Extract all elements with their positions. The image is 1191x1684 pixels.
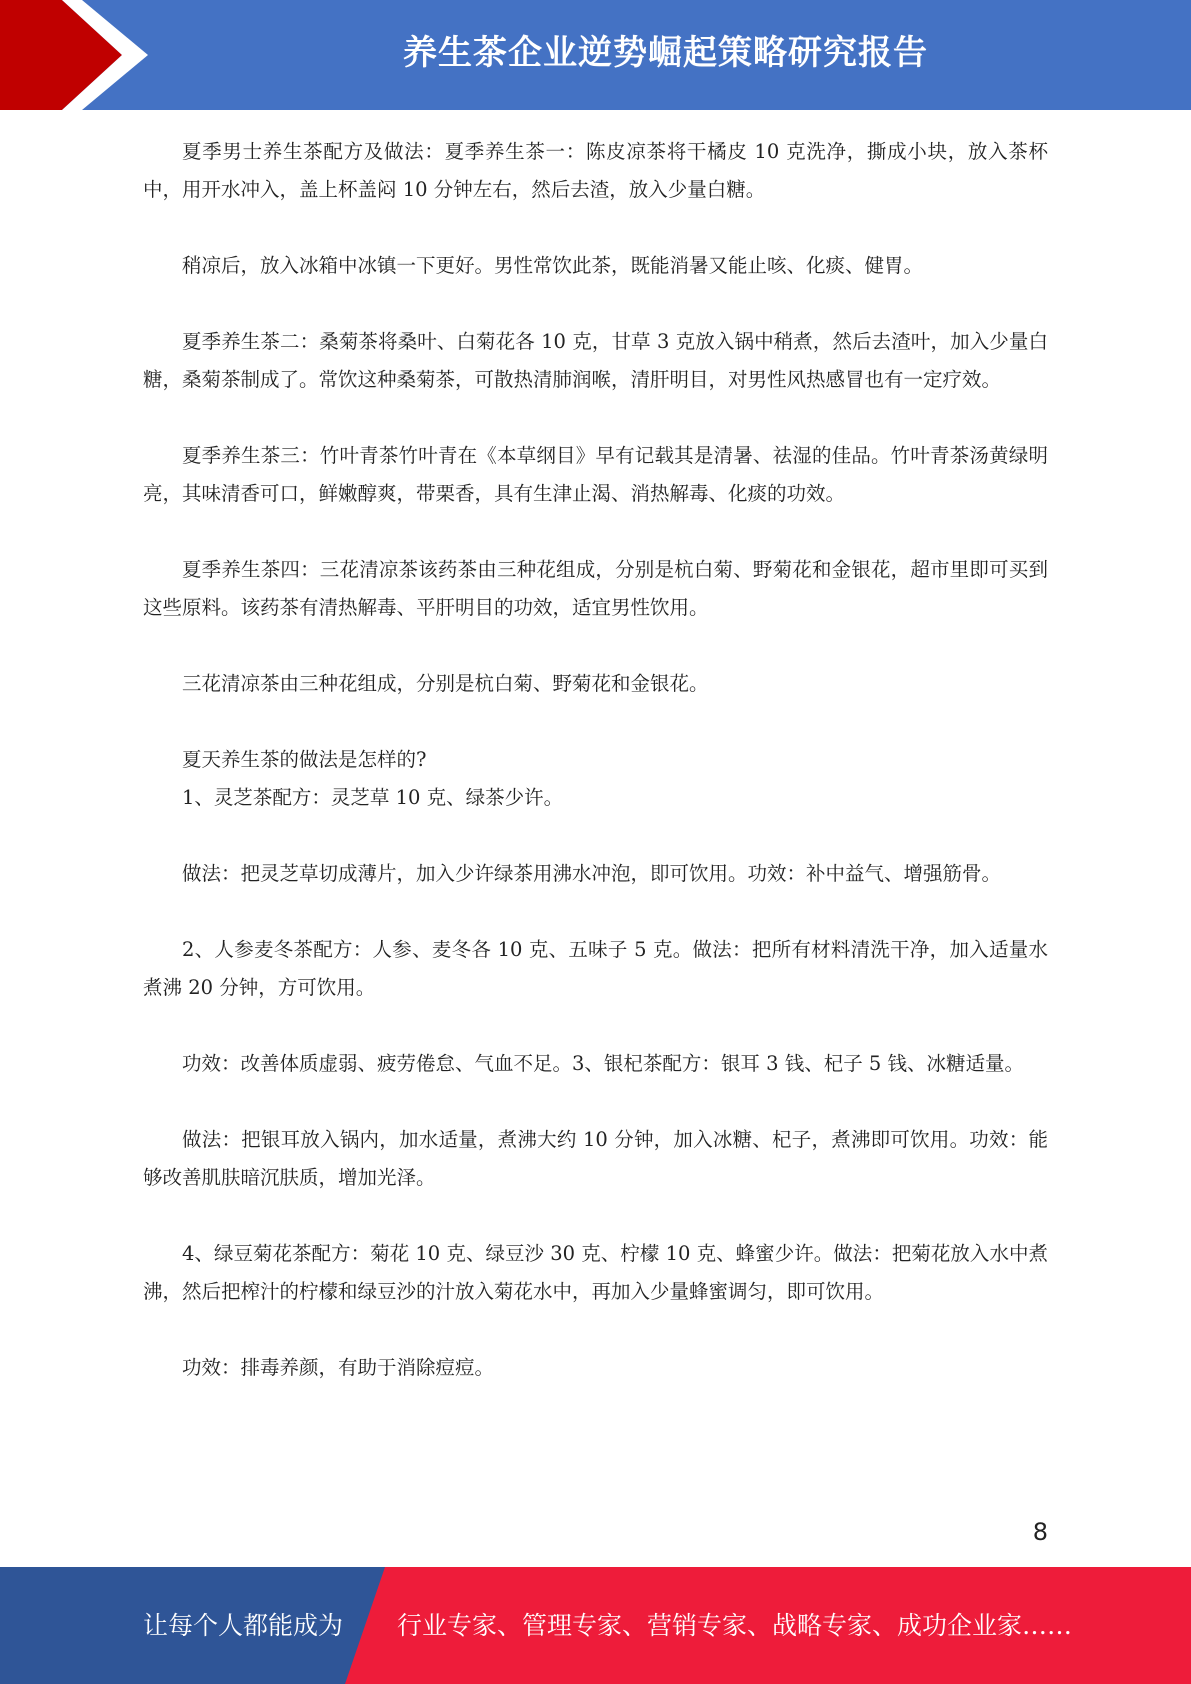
paragraph-summer-tea-1: 夏季男士养生茶配方及做法：夏季养生茶一：陈皮凉茶将干橘皮 10 克洗净，撕成小块，放入茶杯中，用开水冲入，盖上杯盖闷 10 分钟左右，然后去渣，放入少量白糖。 [143,140,1048,201]
document-body [143,133,1048,1425]
paragraph-summer-tea-4: 夏季养生茶四：三花清凉茶该药茶由三种花组成，分别是杭白菊、野菊花和金银花，超市里即可买到这些原料。该药茶有清热解毒、平肝明目的功效，适宜男性饮用。 [143,558,1048,619]
paragraph-chill-tip: 稍凉后，放入冰箱中冰镇一下更好。男性常饮此茶，既能消暑又能止咳、化痰、健胃。 [182,254,924,277]
paragraph-yinqi-method: 做法：把银耳放入锅内，加水适量，煮沸大约 10 分钟，加入冰糖、杞子，煮沸即可饮用。功效：能够改善肌肤暗沉肤质，增加光泽。 [143,1128,1048,1189]
paragraph-lingzhi-recipe: 1、灵芝茶配方：灵芝草 10 克、绿茶少许。 [182,786,564,809]
header-arrow-red [0,0,122,110]
paragraph-three-flower-tea: 三花清凉茶由三种花组成，分别是杭白菊、野菊花和金银花。 [182,672,709,695]
page-number: 8 [1032,1518,1048,1546]
paragraph-ginseng-recipe: 2、人参麦冬茶配方：人参、麦冬各 10 克、五味子 5 克。做法：把所有材料清洗干净，加入适量水煮沸 20 分钟，方可饮用。 [143,938,1048,999]
paragraph-mungbean-recipe: 4、绿豆菊花茶配方：菊花 10 克、绿豆沙 30 克、柠檬 10 克、蜂蜜少许。做法：把菊花放入水中煮沸，然后把榨汁的柠檬和绿豆沙的汁放入菊花水中，再加入少量蜂蜜调匀，即可饮用。 [143,1242,1048,1303]
footer-slogan-left: 让每个人都能成为 [143,1611,344,1640]
paragraph-ginseng-effect: 功效：改善体质虚弱、疲劳倦怠、气血不足。3、银杞茶配方：银耳 3 钱、杞子 5 钱、冰糖适量。 [182,1052,1025,1075]
header-banner [0,0,1191,110]
footer-banner [0,1567,1191,1684]
paragraph-question: 夏天养生茶的做法是怎样的? [182,748,427,771]
footer-slogan-right: 行业专家、管理专家、营销专家、战略专家、成功企业家…… [397,1611,1073,1640]
paragraph-summer-tea-2: 夏季养生茶二：桑菊茶将桑叶、白菊花各 10 克，甘草 3 克放入锅中稍煮，然后去渣叶，加入少量白糖，桑菊茶制成了。常饮这种桑菊茶，可散热清肺润喉，清肝明目，对男性风热感冒也有一定疗效。 [143,330,1048,391]
report-title: 养生茶企业逆势崛起策略研究报告 [403,33,928,73]
paragraph-summer-tea-3: 夏季养生茶三：竹叶青茶竹叶青在《本草纲目》早有记载其是清暑、祛湿的佳品。竹叶青茶汤黄绿明亮，其味清香可口，鲜嫩醇爽，带栗香，具有生津止渴、消热解毒、化痰的功效。 [143,444,1048,505]
paragraph-mungbean-effect: 功效：排毒养颜，有助于消除痘痘。 [182,1356,495,1379]
paragraph-lingzhi-method: 做法：把灵芝草切成薄片，加入少许绿茶用沸水冲泡，即可饮用。功效：补中益气、增强筋骨。 [182,862,1002,885]
header-arrow-decoration [0,0,160,110]
